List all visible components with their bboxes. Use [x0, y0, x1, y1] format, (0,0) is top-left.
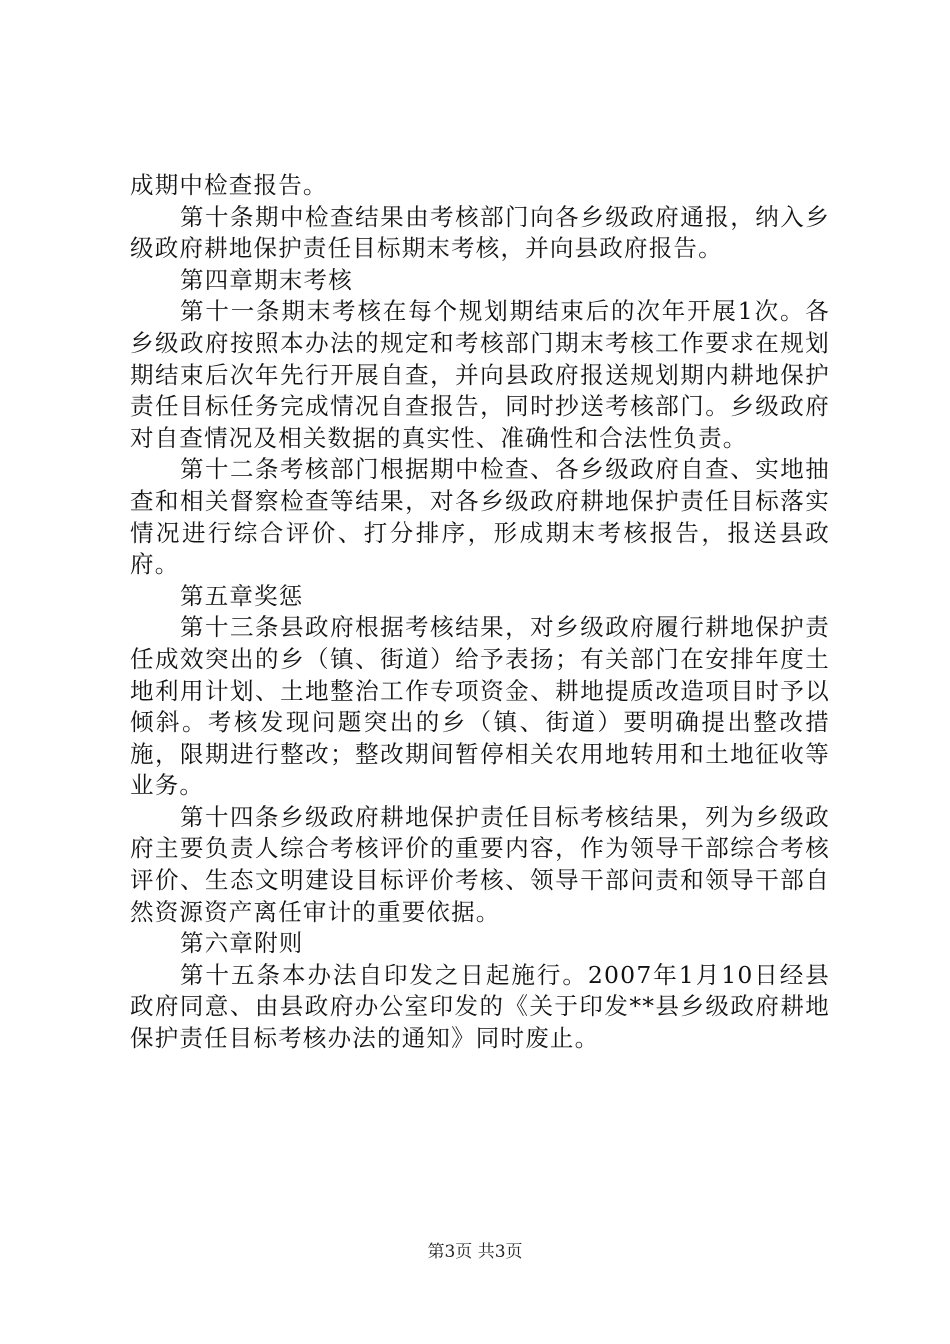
paragraph: 成期中检查报告。	[130, 171, 328, 199]
paragraph: 第十五条本办法自印发之日起施行。2007年1月10日经县政府同意、由县政府办公室印发的《关于印发**县乡级政府耕地保护责任目标考核办法的通知》同时废止。	[130, 960, 830, 1053]
paragraph: 第十二条考核部门根据期中检查、各乡级政府自查、实地抽查和相关督察检查等结果，对各乡级政府耕地保护责任目标落实情况进行综合评价、打分排序，形成期末考核报告，报送县政府。	[130, 455, 830, 579]
document-body	[130, 170, 830, 1055]
paragraph: 第十条期中检查结果由考核部门向各乡级政府通报，纳入乡级政府耕地保护责任目标期末考核，并向县政府报告。	[130, 202, 830, 263]
page-number: 第3页	[427, 1242, 473, 1262]
paragraph: 第十四条乡级政府耕地保护责任目标考核结果，列为乡级政府主要负责人综合考核评价的重要内容，作为领导干部综合考核评价、生态文明建设目标评价考核、领导干部问责和领导干部自然资源资产离任审计的重要依据。	[130, 802, 830, 926]
page-total: 共3页	[477, 1242, 523, 1262]
chapter-heading: 第六章附则	[180, 929, 304, 958]
paragraph: 第十三条县政府根据考核结果，对乡级政府履行耕地保护责任成效突出的乡（镇、街道）给予表扬；有关部门在安排年度土地利用计划、土地整治工作专项资金、耕地提质改造项目时予以倾斜。考核发现问题突出的乡（镇、街道）要明确提出整改措施，限期进行整改；整改期间暂停相关农用地转用和土地征收等业务。	[130, 613, 830, 800]
paragraph: 第十一条期末考核在每个规划期结束后的次年开展1次。各乡级政府按照本办法的规定和考核部门期末考核工作要求在规划期结束后次年先行开展自查，并向县政府报送规划期内耕地保护责任目标任务完成情况自查报告，同时抄送考核部门。乡级政府对自查情况及相关数据的真实性、准确性和合法性负责。	[130, 297, 830, 452]
chapter-heading: 第四章期末考核	[180, 265, 353, 294]
page-footer	[0, 1242, 950, 1262]
chapter-heading: 第五章奖惩	[180, 581, 304, 610]
